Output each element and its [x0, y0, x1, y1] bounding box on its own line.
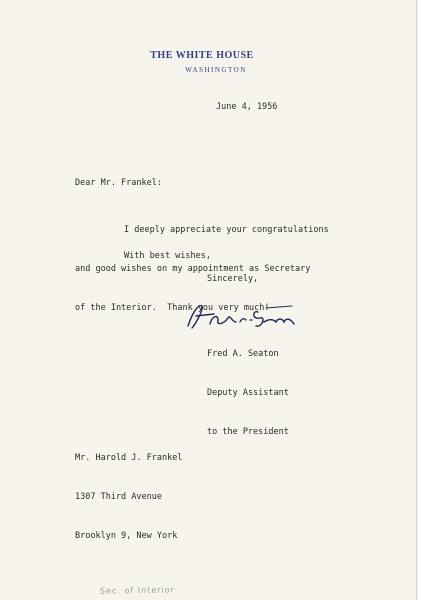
- body-line: and good wishes on my appointment as Secretary: [75, 264, 311, 274]
- closing: Sincerely,: [207, 274, 259, 284]
- letter-date: June 4, 1956: [216, 102, 278, 112]
- signer-title: to the President: [207, 427, 289, 437]
- best-wishes: With best wishes,: [124, 251, 211, 261]
- body-line: of the Interior. Thank you very much!: [75, 303, 270, 313]
- signer-name: Fred A. Seaton: [207, 349, 279, 359]
- letterhead-title: THE WHITE HOUSE: [150, 50, 254, 61]
- pencil-note: Sec. of Interior: [99, 585, 175, 596]
- salutation: Dear Mr. Frankel:: [75, 178, 162, 188]
- letterhead-subtitle: WASHINGTON: [185, 66, 247, 74]
- body-line: I deeply appreciate your congratulations: [124, 225, 329, 235]
- signer-title: Deputy Assistant: [207, 388, 289, 398]
- recipient-street: 1307 Third Avenue: [75, 492, 162, 502]
- signature-block: [207, 322, 289, 465]
- recipient-city: Brooklyn 9, New York: [75, 531, 178, 541]
- recipient-address: [75, 426, 182, 569]
- recipient-name: Mr. Harold J. Frankel: [75, 453, 183, 463]
